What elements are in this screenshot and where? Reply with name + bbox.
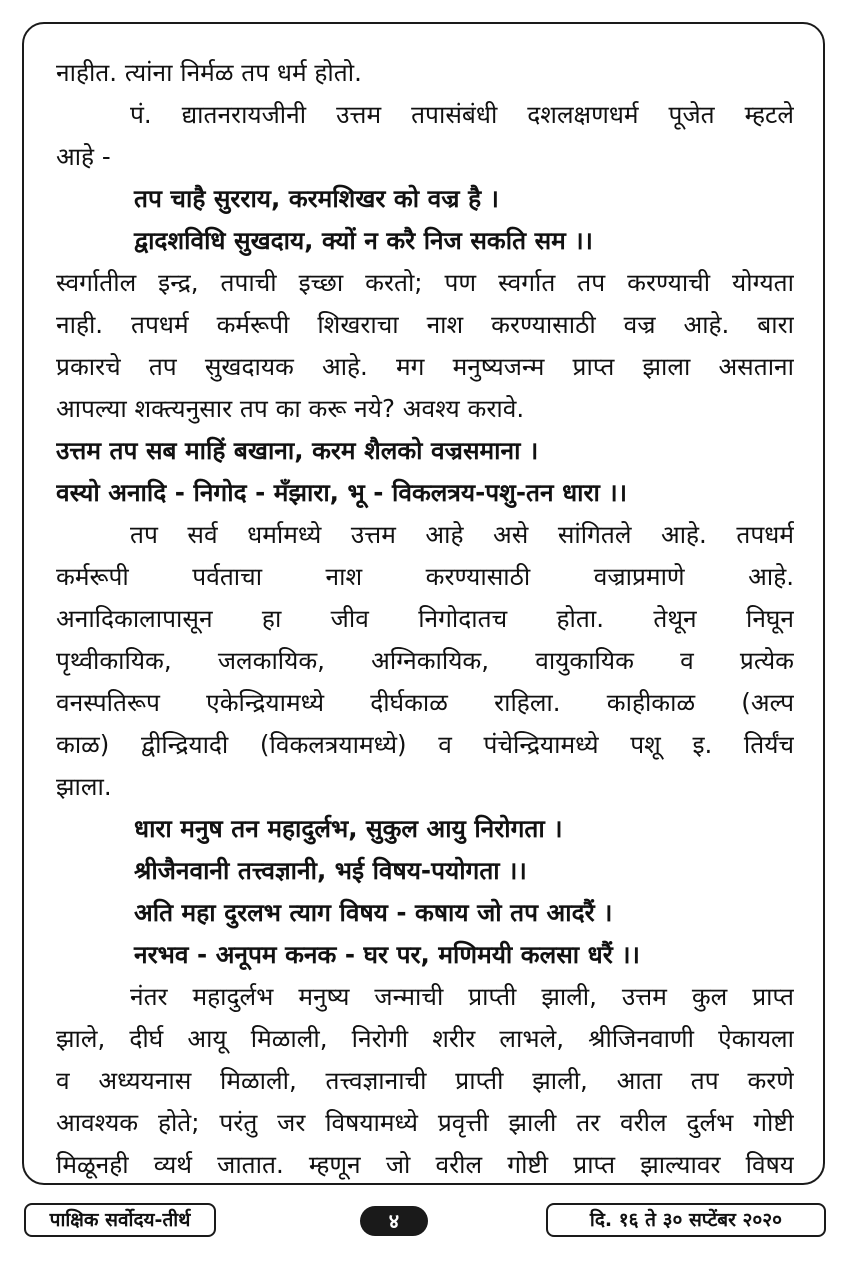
text-line: नाही. तपधर्म कर्मरूपी शिखराचा नाश करण्यासाठी वज्र आहे. बारा <box>56 310 794 339</box>
text-line: पृथ्वीकायिक, जलकायिक, अग्निकायिक, वायुकायिक व प्रत्येक <box>56 646 794 675</box>
verse-line: श्रीजैनवानी तत्त्वज्ञानी, भई विषय-पयोगता ।। <box>134 856 527 885</box>
text-line: स्वर्गातील इन्द्र, तपाची इच्छा करतो; पण स्वर्गात तप करण्याची योग्यता <box>56 268 794 297</box>
text-line: झाले, दीर्घ आयू मिळाली, निरोगी शरीर लाभले, श्रीजिनवाणी ऐकायला <box>56 1024 794 1053</box>
verse-line: वस्यो अनादि - निगोद - मँझारा, भू - विकलत्रय-पशु-तन धारा ।। <box>56 478 627 507</box>
paragraph-line: तप सर्व धर्मामध्ये उत्तम आहे असे सांगितले आहे. तपधर्म <box>130 520 794 549</box>
text-line: आपल्या शक्त्यनुसार तप का करू नये? अवश्य करावे. <box>56 394 525 423</box>
text-line: प्रकारचे तप सुखदायक आहे. मग मनुष्यजन्म प्राप्त झाला असताना <box>56 352 794 381</box>
publication-name: पाक्षिक सर्वोदय-तीर्थ <box>24 1203 216 1237</box>
text-line: कर्मरूपी पर्वताचा नाश करण्यासाठी वज्राप्रमाणे आहे. <box>56 562 794 591</box>
verse-line: नरभव - अनूपम कनक - घर पर, मणिमयी कलसा धरैं ।। <box>134 940 640 969</box>
paragraph-line: पं. द्यातनरायजीनी उत्तम तपासंबंधी दशलक्षणधर्म पूजेत म्हटले <box>130 100 794 129</box>
verse-line: तप चाहै सुरराय, करमशिखर को वज्र है । <box>134 184 499 213</box>
text-line: काळ) द्वीन्द्रियादी (विकलत्रयामध्ये) व पंचेन्द्रियामध्ये पशू इ. तिर्यंच <box>56 730 794 759</box>
issue-date: दि. १६ ते ३० सप्टेंबर २०२० <box>546 1203 826 1237</box>
verse-line: द्वादशविधि सुखदाय, क्यों न करै निज सकति सम ।। <box>134 226 593 255</box>
text-line: अनादिकालापासून हा जीव निगोदातच होता. तेथून निघून <box>56 604 794 633</box>
paragraph-line: नंतर महादुर्लभ मनुष्य जन्माची प्राप्ती झाली, उत्तम कुल प्राप्त <box>130 982 794 1011</box>
page-number: ४ <box>360 1206 428 1236</box>
verse-line: उत्तम तप सब माहिं बखाना, करम शैलको वज्रसमाना । <box>56 436 539 465</box>
verse-line: अति महा दुरलभ त्याग विषय - कषाय जो तप आदरैं । <box>134 898 613 927</box>
text-line: व अध्ययनास मिळाली, तत्त्वज्ञानाची प्राप्ती झाली, आता तप करणे <box>56 1066 794 1095</box>
text-line: मिळूनही व्यर्थ जातात. म्हणून जो वरील गोष्टी प्राप्त झाल्यावर विषय <box>56 1150 794 1179</box>
verse-line: धारा मनुष तन महादुर्लभ, सुकुल आयु निरोगता । <box>134 814 563 843</box>
text-line: नाहीत. त्यांना निर्मळ तप धर्म होतो. <box>56 58 362 87</box>
text-line: आहे - <box>56 142 111 171</box>
page-body <box>56 52 794 1186</box>
text-line: आवश्यक होते; परंतु जर विषयामध्ये प्रवृत्ती झाली तर वरील दुर्लभ गोष्टी <box>56 1108 794 1137</box>
text-line: वनस्पतिरूप एकेन्द्रियामध्ये दीर्घकाळ राहिला. काहीकाळ (अल्प <box>56 688 794 717</box>
text-line: झाला. <box>56 772 112 801</box>
